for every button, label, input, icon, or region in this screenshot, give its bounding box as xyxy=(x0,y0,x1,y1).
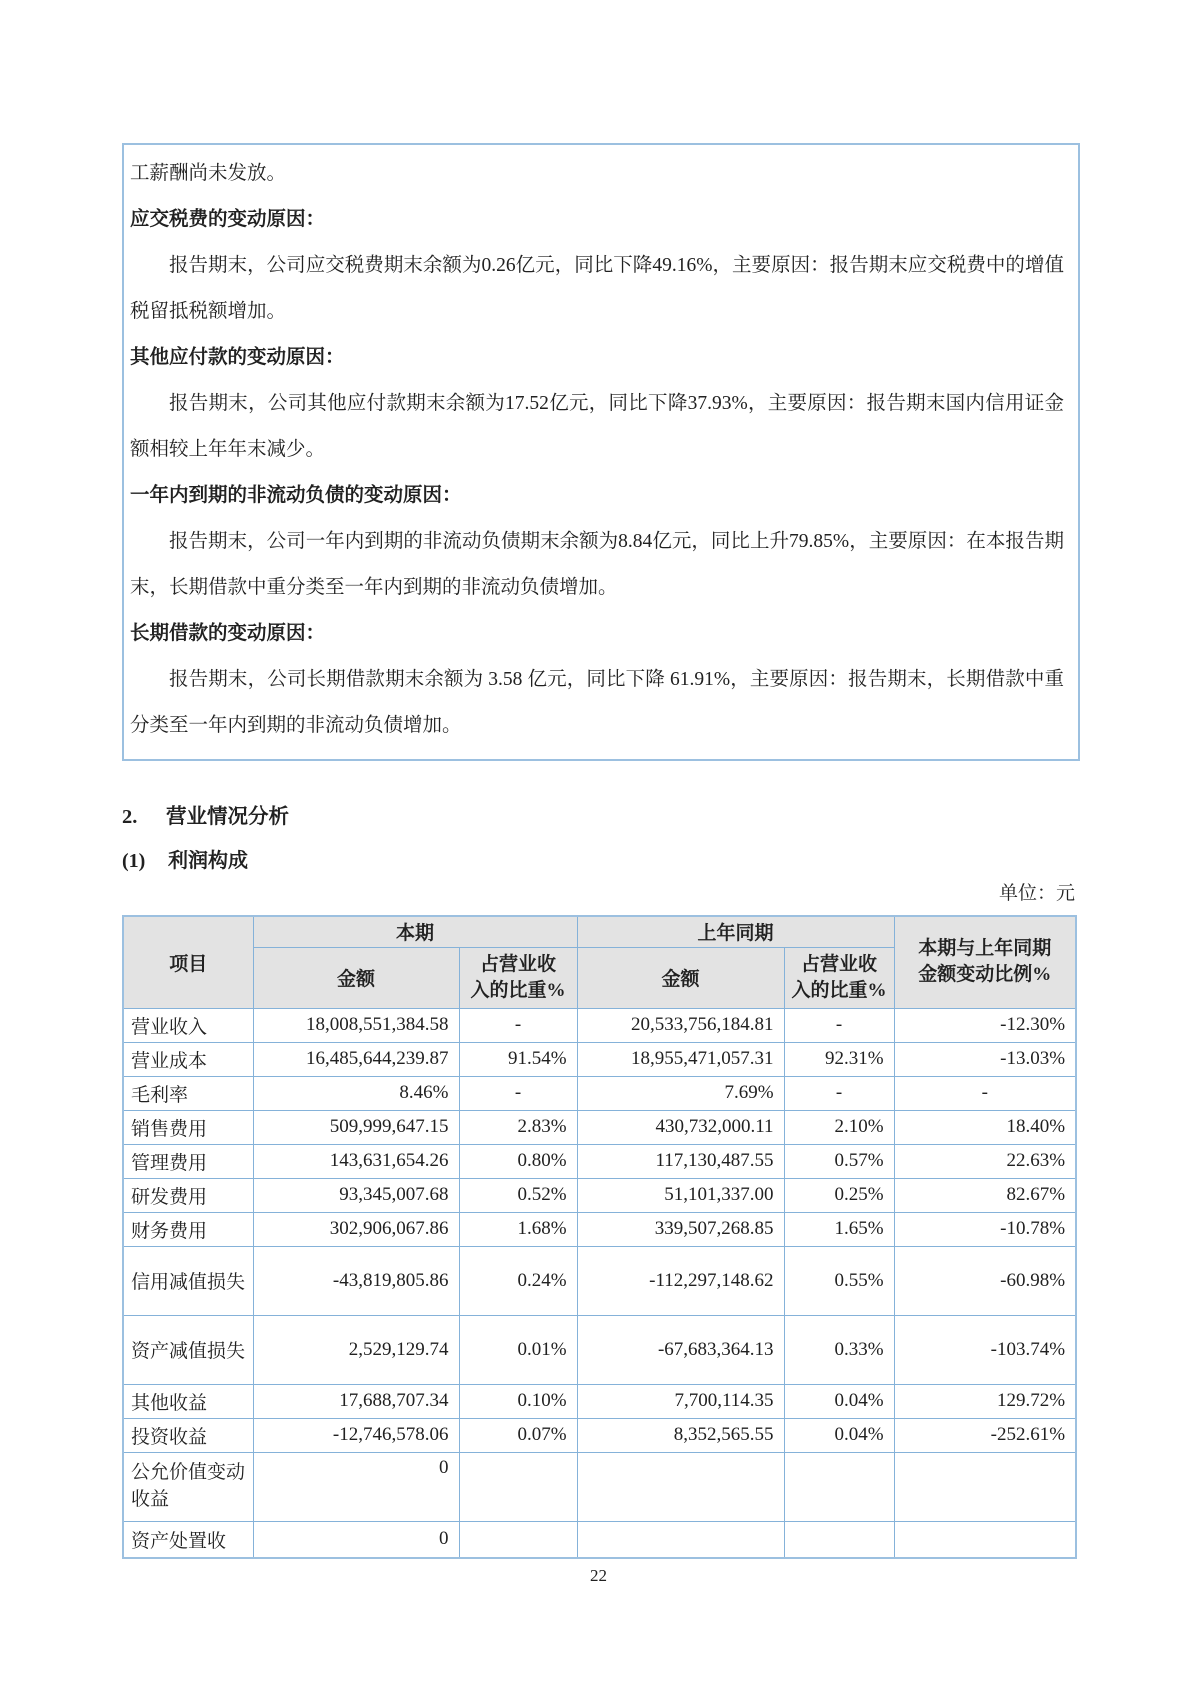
cell-prior-pct: 92.31% xyxy=(784,1042,894,1076)
subsection-number: (1) xyxy=(122,850,146,872)
header-current-pct xyxy=(459,947,577,1008)
page-content xyxy=(122,0,1080,1587)
header-prior-pct-line2: 入的比重% xyxy=(791,979,887,1001)
cell-prior-amount: 7.69% xyxy=(577,1076,784,1110)
table-row xyxy=(123,1384,1076,1418)
cell-current-pct: 0.01% xyxy=(459,1315,577,1384)
cell-change: - xyxy=(894,1076,1076,1110)
header-prior-period: 上年同期 xyxy=(577,916,894,947)
cell-prior-amount: 117,130,487.55 xyxy=(577,1144,784,1178)
cell-label: 管理费用 xyxy=(123,1144,253,1178)
subsection-heading xyxy=(122,848,1080,875)
cell-label: 研发费用 xyxy=(123,1178,253,1212)
cell-change: -13.03% xyxy=(894,1042,1076,1076)
table-row xyxy=(123,1110,1076,1144)
header-prior-amount: 金额 xyxy=(577,947,784,1008)
cell-prior-pct: 0.57% xyxy=(784,1144,894,1178)
cell-label: 公允价值变动收益 xyxy=(123,1452,253,1521)
cell-prior-pct: 2.10% xyxy=(784,1110,894,1144)
cell-current-pct: 2.83% xyxy=(459,1110,577,1144)
cell-prior-amount: 51,101,337.00 xyxy=(577,1178,784,1212)
cell-current-pct: 1.68% xyxy=(459,1212,577,1246)
cell-prior-pct: 1.65% xyxy=(784,1212,894,1246)
cell-label: 信用减值损失 xyxy=(123,1246,253,1315)
cell-prior-amount: 20,533,756,184.81 xyxy=(577,1008,784,1042)
cell-prior-pct: - xyxy=(784,1076,894,1110)
cell-change: -252.61% xyxy=(894,1418,1076,1452)
cell-current-pct: 0.07% xyxy=(459,1418,577,1452)
cell-current-pct: 0.10% xyxy=(459,1384,577,1418)
cell-label: 毛利率 xyxy=(123,1076,253,1110)
cell-current-amount: 8.46% xyxy=(253,1076,459,1110)
carryover-line: 工薪酬尚未发放。 xyxy=(130,163,287,184)
cell-current-amount: 2,529,129.74 xyxy=(253,1315,459,1384)
cell-current-amount: 0 xyxy=(253,1452,459,1521)
cell-prior-amount: -67,683,364.13 xyxy=(577,1315,784,1384)
cell-current-pct xyxy=(459,1452,577,1521)
cell-current-amount: -12,746,578.06 xyxy=(253,1418,459,1452)
table-row xyxy=(123,1076,1076,1110)
header-change-ratio-line1: 本期与上年同期 xyxy=(918,938,1052,960)
cell-change: 129.72% xyxy=(894,1384,1076,1418)
cell-label: 投资收益 xyxy=(123,1418,253,1452)
heading-longterm-loans: 长期借款的变动原因： xyxy=(130,623,326,644)
change-reason-box xyxy=(122,143,1080,761)
cell-prior-amount: 8,352,565.55 xyxy=(577,1418,784,1452)
cell-prior-amount xyxy=(577,1521,784,1558)
table-row xyxy=(123,1418,1076,1452)
cell-label: 销售费用 xyxy=(123,1110,253,1144)
cell-change: -10.78% xyxy=(894,1212,1076,1246)
cell-prior-pct: 0.04% xyxy=(784,1418,894,1452)
section-number: 2. xyxy=(122,806,138,828)
table-row xyxy=(123,1521,1076,1558)
section-heading xyxy=(122,803,1080,831)
cell-prior-pct: 0.55% xyxy=(784,1246,894,1315)
header-prior-pct-line1: 占营业收 xyxy=(801,953,878,975)
cell-current-pct: 91.54% xyxy=(459,1042,577,1076)
cell-prior-amount: 339,507,268.85 xyxy=(577,1212,784,1246)
cell-prior-amount: 430,732,000.11 xyxy=(577,1110,784,1144)
cell-label: 营业收入 xyxy=(123,1008,253,1042)
cell-current-amount: 18,008,551,384.58 xyxy=(253,1008,459,1042)
cell-prior-pct: 0.04% xyxy=(784,1384,894,1418)
cell-change: 22.63% xyxy=(894,1144,1076,1178)
cell-current-amount: 16,485,644,239.87 xyxy=(253,1042,459,1076)
table-row xyxy=(123,1178,1076,1212)
table-row xyxy=(123,1008,1076,1042)
header-current-pct-line2: 入的比重% xyxy=(470,979,566,1001)
cell-label: 财务费用 xyxy=(123,1212,253,1246)
header-current-pct-line1: 占营业收 xyxy=(480,953,557,975)
cell-change: -60.98% xyxy=(894,1246,1076,1315)
unit-label: 单位：元 xyxy=(998,883,1075,904)
header-prior-pct xyxy=(784,947,894,1008)
heading-tax-payable: 应交税费的变动原因： xyxy=(130,209,326,230)
cell-current-amount: 0 xyxy=(253,1521,459,1558)
cell-current-pct: 0.80% xyxy=(459,1144,577,1178)
paragraph-longterm-loans: 报告期末，公司长期借款期末余额为 3.58 亿元，同比下降 61.91%，主要原因：报告期末，长期借款中重分类至一年内到期的非流动负债增加。 xyxy=(130,669,1064,736)
cell-current-amount: 509,999,647.15 xyxy=(253,1110,459,1144)
cell-change: -12.30% xyxy=(894,1008,1076,1042)
cell-label: 其他收益 xyxy=(123,1384,253,1418)
header-item: 项目 xyxy=(123,916,253,1008)
table-row xyxy=(123,1042,1076,1076)
cell-current-pct: - xyxy=(459,1076,577,1110)
table-row xyxy=(123,1315,1076,1384)
cell-prior-pct: - xyxy=(784,1008,894,1042)
header-change-ratio xyxy=(894,916,1076,1008)
cell-prior-amount: 7,700,114.35 xyxy=(577,1384,784,1418)
table-header-row-1 xyxy=(123,916,1076,947)
profit-composition-table xyxy=(122,915,1077,1559)
cell-current-amount: 93,345,007.68 xyxy=(253,1178,459,1212)
cell-current-pct: 0.24% xyxy=(459,1246,577,1315)
paragraph-tax-payable: 报告期末，公司应交税费期末余额为0.26亿元，同比下降49.16%，主要原因：报告期末应交税费中的增值税留抵税额增加。 xyxy=(130,255,1064,322)
cell-label: 资产处置收 xyxy=(123,1521,253,1558)
cell-current-amount: 17,688,707.34 xyxy=(253,1384,459,1418)
cell-current-amount: 302,906,067.86 xyxy=(253,1212,459,1246)
cell-change: 82.67% xyxy=(894,1178,1076,1212)
cell-current-pct: - xyxy=(459,1008,577,1042)
cell-prior-pct xyxy=(784,1452,894,1521)
subsection-title: 利润构成 xyxy=(168,850,248,872)
table-row xyxy=(123,1144,1076,1178)
paragraph-noncurrent-liabilities-due: 报告期末，公司一年内到期的非流动负债期末余额为8.84亿元，同比上升79.85%，主要原因：在本报告期末，长期借款中重分类至一年内到期的非流动负债增加。 xyxy=(130,531,1064,598)
heading-noncurrent-liabilities-due: 一年内到期的非流动负债的变动原因： xyxy=(130,485,462,506)
cell-current-amount: 143,631,654.26 xyxy=(253,1144,459,1178)
header-change-ratio-line2: 金额变动比例% xyxy=(918,964,1052,986)
cell-current-pct xyxy=(459,1521,577,1558)
cell-prior-amount: -112,297,148.62 xyxy=(577,1246,784,1315)
cell-prior-amount: 18,955,471,057.31 xyxy=(577,1042,784,1076)
cell-prior-amount xyxy=(577,1452,784,1521)
heading-other-payables: 其他应付款的变动原因： xyxy=(130,347,345,368)
cell-prior-pct: 0.25% xyxy=(784,1178,894,1212)
header-current-amount: 金额 xyxy=(253,947,459,1008)
cell-label: 营业成本 xyxy=(123,1042,253,1076)
cell-current-pct: 0.52% xyxy=(459,1178,577,1212)
header-current-period: 本期 xyxy=(253,916,577,947)
cell-current-amount: -43,819,805.86 xyxy=(253,1246,459,1315)
cell-change: 18.40% xyxy=(894,1110,1076,1144)
cell-prior-pct xyxy=(784,1521,894,1558)
cell-prior-pct: 0.33% xyxy=(784,1315,894,1384)
section-title: 营业情况分析 xyxy=(166,806,289,828)
cell-change xyxy=(894,1452,1076,1521)
cell-change: -103.74% xyxy=(894,1315,1076,1384)
cell-label: 资产减值损失 xyxy=(123,1315,253,1384)
table-row xyxy=(123,1246,1076,1315)
page-number: 22 xyxy=(590,1566,607,1585)
table-row xyxy=(123,1452,1076,1521)
paragraph-other-payables: 报告期末，公司其他应付款期末余额为17.52亿元，同比下降37.93%，主要原因：报告期末国内信用证金额相较上年年末减少。 xyxy=(130,393,1064,460)
cell-change xyxy=(894,1521,1076,1558)
table-row xyxy=(123,1212,1076,1246)
